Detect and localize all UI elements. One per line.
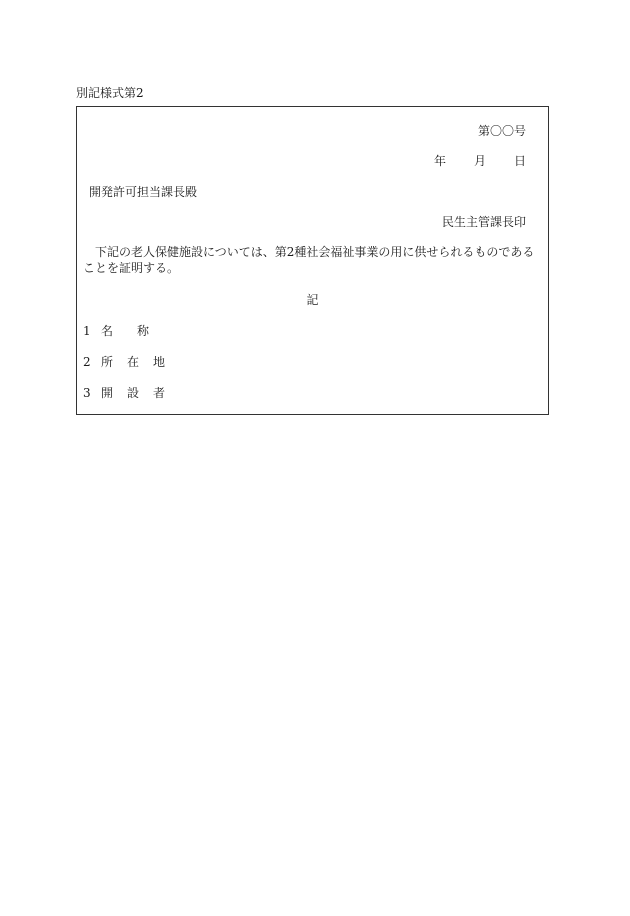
form-label: 別記様式第2: [76, 86, 144, 100]
addressee: 開発許可担当課長殿: [89, 185, 198, 199]
date-day: 日: [513, 154, 526, 168]
item-label: 所在地: [101, 355, 180, 369]
item-label: 開設者: [101, 386, 180, 400]
item-label: 名 称: [101, 324, 150, 338]
certificate-frame: [76, 106, 549, 415]
date-year: 年: [433, 154, 446, 168]
item-number: 1: [83, 324, 91, 338]
document-number: 第〇〇号: [477, 124, 526, 138]
ki-heading: 記: [306, 293, 319, 307]
item-founder: [83, 385, 179, 401]
issuer-seal: 民生主管課長印: [441, 215, 526, 229]
certification-text: 下記の老人保健施設については、第2種社会福祉事業の用に供せられるものであることを証明する。: [83, 245, 535, 275]
item-number: 3: [83, 386, 91, 400]
item-location: [83, 354, 179, 370]
item-name: [83, 323, 149, 339]
item-number: 2: [83, 355, 91, 369]
date-line: [434, 153, 526, 169]
date-month: 月: [473, 154, 486, 168]
